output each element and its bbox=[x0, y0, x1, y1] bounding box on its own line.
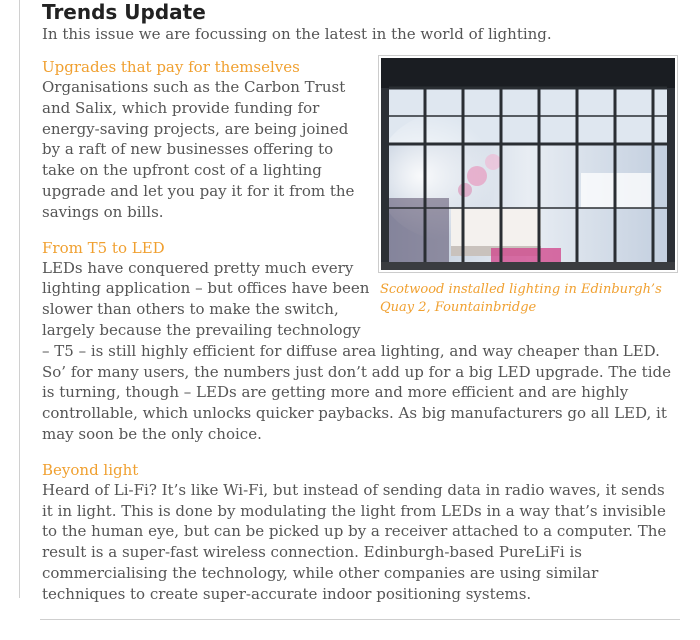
section-heading: Upgrades that pay for themselves bbox=[42, 58, 300, 76]
section-beyond-light bbox=[42, 460, 678, 605]
article-body bbox=[42, 57, 678, 605]
intro-text: In this issue we are focussing on the latest in the world of lighting. bbox=[42, 25, 552, 43]
section-heading: From T5 to LED bbox=[42, 238, 165, 257]
storefront-photo bbox=[381, 58, 675, 270]
section-body: Heard of Li-Fi? It’s like Wi-Fi, but instead of sending data in radio waves, it sends it in light. This is done by modulating the light from LEDs in a way that’s invisible to the human eye, but can be picked up by a receiver attached to a computer. The result is a super-fast wireless connection. Edinburgh-based PureLiFi is commercialising the technology, while other companies are using similar techniques to create super-accurate indoor positioning systems. bbox=[42, 480, 667, 603]
photo-frame bbox=[378, 55, 678, 273]
section-body: LEDs have conquered pretty much every lighting application – but offices have been slower than others to make the switch, largely because the prevailing technology – T5 – is still highly efficient for diffuse area lighting, and way cheaper than LED. So’ for many users, the numbers just don’t add up for a big LED upgrade. The tide is turning, though – LEDs are getting more and more efficient and are highly controllable, which unlocks quicker paybacks. As big manufacturers go all LED, it may soon be the only choice. bbox=[42, 258, 671, 443]
section-heading: Beyond light bbox=[42, 460, 139, 479]
page-title: Trends Update bbox=[42, 0, 206, 24]
section-body: Organisations such as the Carbon Trust and Salix, which provide funding for energy-saving projects, are being joined by a raft of new businesses offering to take on the upfront cost of a lighting upgrade and let you pay it for it from the savings on bills. bbox=[42, 78, 355, 221]
bottom-divider bbox=[40, 619, 680, 620]
photo-caption: Scotwood installed lighting in Edinburgh’s Quay 2, Fountainbridge bbox=[380, 282, 662, 315]
photo-figure bbox=[378, 55, 678, 317]
newsletter-article bbox=[42, 0, 678, 620]
left-divider bbox=[19, 0, 20, 598]
